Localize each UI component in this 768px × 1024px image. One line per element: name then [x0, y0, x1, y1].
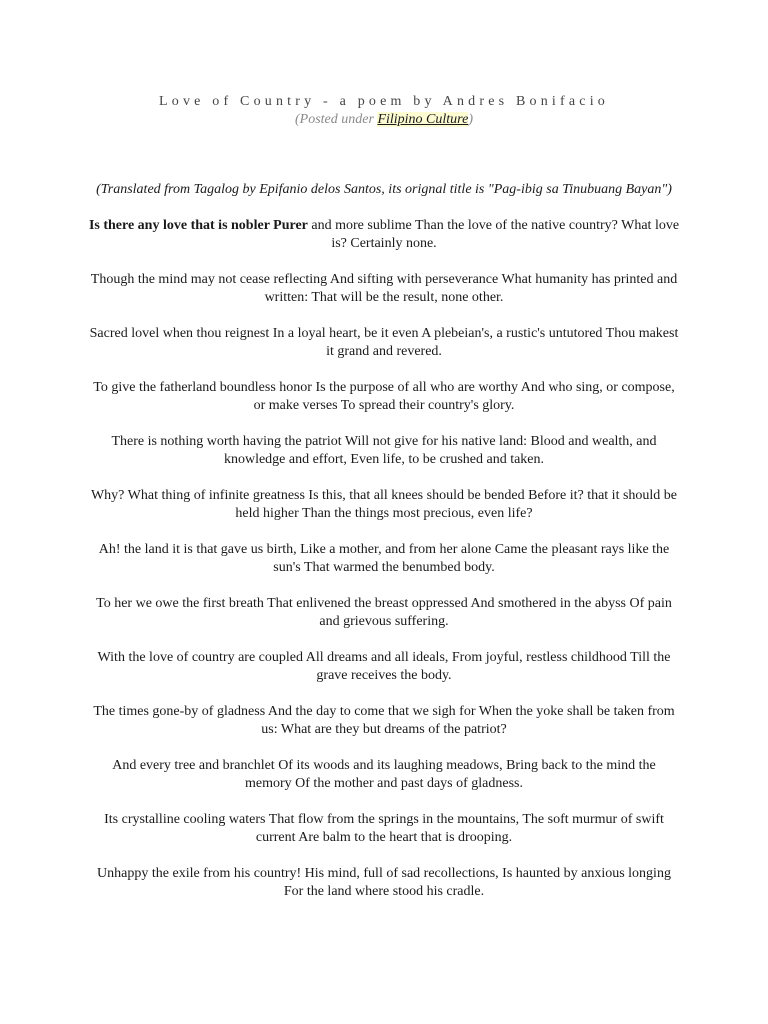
stanza-4: To give the fatherland boundless honor Is the purpose of all who are worthy And who sing, or compose, or make verses To spread their country's glory.: [93, 380, 675, 413]
stanza-10: The times gone-by of gladness And the day to come that we sigh for When the yoke shall be taken from us: What are they but dreams of the patriot?: [93, 704, 675, 737]
stanza-11: And every tree and branchlet Of its woods and its laughing meadows, Bring back to the mind the memory Of the mother and past days of gladness.: [112, 758, 656, 791]
stanza-7: Ah! the land it is that gave us birth, Like a mother, and from her alone Came the pleasant rays like the sun's That warmed the benumbed body.: [98, 542, 670, 575]
stanza-3: Sacred lovel when thou reignest In a loyal heart, be it even A plebeian's, a rustic's untutored Thou makest it grand and revered.: [89, 326, 679, 359]
subtitle-suffix: ): [468, 112, 473, 127]
posted-under-line: [88, 111, 680, 129]
stanza-1-bold-lead: Is there any love that is nobler Purer: [88, 218, 308, 233]
subtitle-prefix: (Posted under: [295, 112, 378, 127]
stanza-9: With the love of country are coupled All dreams and all ideals, From joyful, restless childhood Till the grave receives the body.: [97, 650, 671, 683]
stanza-13: Unhappy the exile from his country! His mind, full of sad recollections, Is haunted by anxious longing For the land where stood his cradle.: [97, 866, 671, 899]
translation-note: (Translated from Tagalog by Epifanio delos Santos, its orignal title is "Pag-ibig sa Tinubuang Bayan"): [96, 182, 672, 197]
stanza-8: To her we owe the first breath That enlivened the breast oppressed And smothered in the abyss Of pain and grievous suffering.: [96, 596, 672, 629]
filipino-culture-link[interactable]: Filipino Culture: [377, 112, 469, 127]
stanza-1-rest: and more sublime Than the love of the native country? What love is? Certainly none.: [307, 218, 680, 251]
stanza-1: [88, 217, 680, 253]
stanza-12: Its crystalline cooling waters That flow from the springs in the mountains, The soft murmur of swift current Are balm to the heart that is drooping.: [104, 812, 664, 845]
page-title: Love of Country - a poem by Andres Bonifacio: [159, 94, 609, 109]
stanza-2: Though the mind may not cease reflecting And sifting with perseverance What humanity has printed and written: That will be the result, none other.: [90, 272, 678, 305]
stanza-6: Why? What thing of infinite greatness Is this, that all knees should be bended Before it? that it should be held higher Than the things most precious, even life?: [90, 488, 678, 521]
stanza-5: There is nothing worth having the patriot Will not give for his native land: Blood and wealth, and knowledge and effort, Even life, to be crushed and taken.: [111, 434, 657, 467]
